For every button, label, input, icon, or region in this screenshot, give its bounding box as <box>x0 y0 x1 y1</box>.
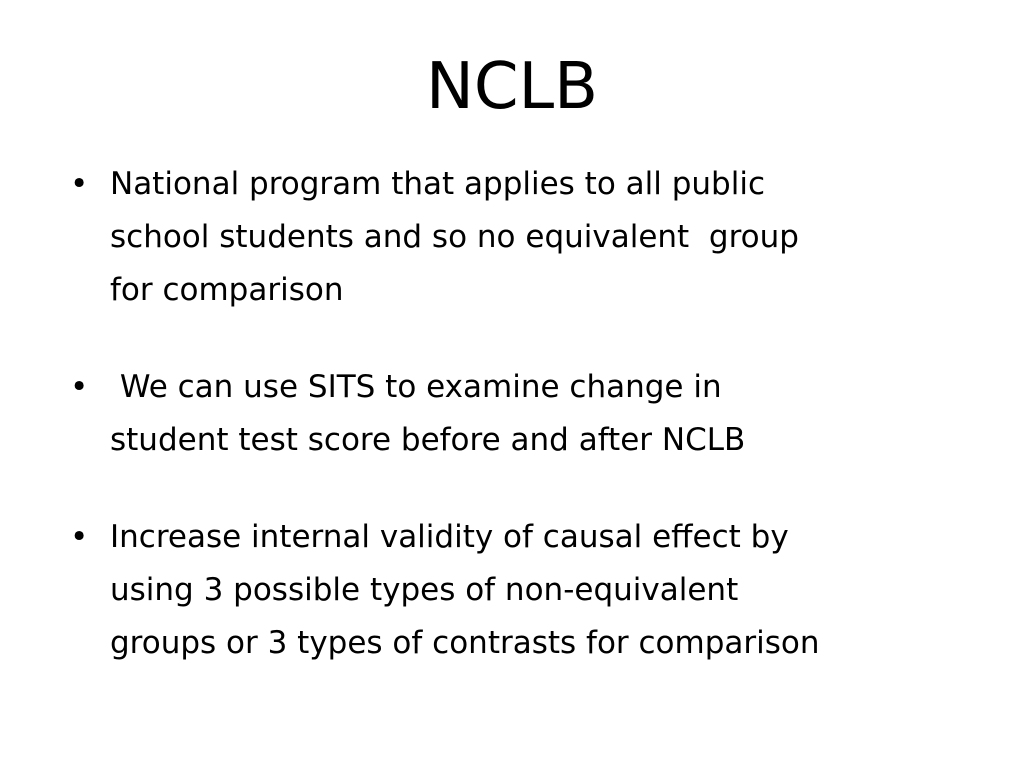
bullet-line: Increase internal validity of causal effect by <box>110 519 789 555</box>
bullet-item-1 <box>70 158 970 317</box>
bullet-item-3 <box>70 511 970 670</box>
bullet-line: for comparison <box>110 272 344 308</box>
slide-title: NCLB <box>425 50 599 124</box>
bullet-marker: • <box>70 519 89 555</box>
bullet-line: We can use SITS to examine change in <box>110 369 722 405</box>
bullet-line: using 3 possible types of non-equivalent <box>110 572 739 608</box>
bullet-line: student test score before and after NCLB <box>110 422 746 458</box>
bullet-line: National program that applies to all public <box>110 166 765 202</box>
bullet-list <box>70 158 970 670</box>
bullet-marker: • <box>70 166 89 202</box>
bullet-item-2 <box>70 361 970 467</box>
bullet-line: school students and so no equivalent group <box>110 219 799 255</box>
bullet-marker: • <box>70 369 89 405</box>
bullet-line: groups or 3 types of contrasts for comparison <box>110 625 820 661</box>
